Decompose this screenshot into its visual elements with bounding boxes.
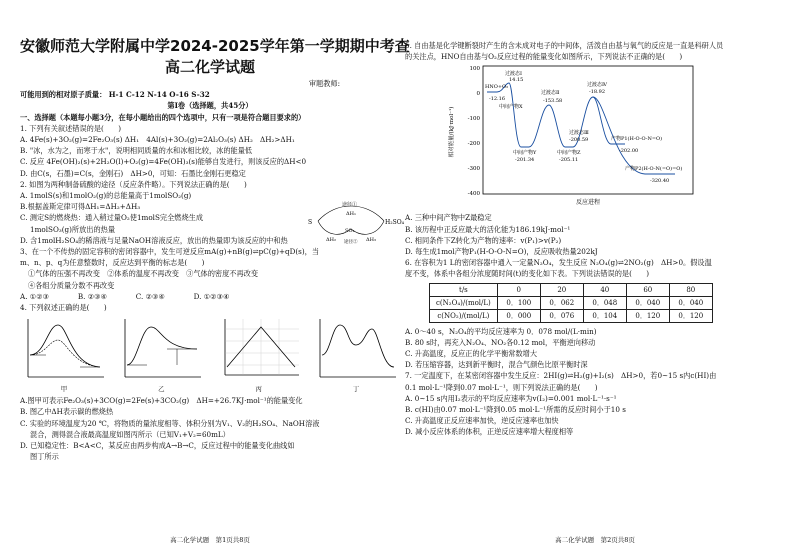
figure-jia-label: 甲 xyxy=(60,385,68,394)
figure-ding-label: 丁 xyxy=(352,385,360,394)
q6-stem-cont: 度不变，体系中各组分浓度随时间(t)的变化如下表。下列说法错误的是( ) xyxy=(405,269,650,279)
lbl-neg153: -153.58 xyxy=(543,98,563,105)
table-cell: 20 xyxy=(540,283,583,296)
lbl-z: 中间产物Z xyxy=(557,150,581,157)
q3-conditions-cont: ④各组分质量分数不再改变 xyxy=(28,280,115,290)
lbl-neg320: -320.40 xyxy=(650,178,670,185)
q5-option-d: D. 每生成1mol产物P₁(H-O-O-N=O)，反应吸收热量202kJ xyxy=(405,247,598,257)
q2-option-c-cont: 1molSO₃(g)所放出的热量 xyxy=(30,224,116,234)
exam-title: 安徽师范大学附属中学2024-2025学年第一学期期中考查 xyxy=(20,37,410,55)
ytick-neg200: -200 xyxy=(467,141,480,148)
figure-yi-label: 乙 xyxy=(158,385,165,394)
q1-option-d: D. 由C(s，石墨)=C(s，金刚石) ΔH>0，可知：石墨比金刚石更稳定 xyxy=(20,168,246,178)
lbl-neg202: -202.00 xyxy=(619,148,639,155)
lbl-ts4: 过渡态Ⅳ xyxy=(587,82,607,89)
part-heading: 第Ⅰ卷（选择题，共45分） xyxy=(167,101,253,111)
q4-option-b: B. 图乙中ΔH表示碳的燃烧热 xyxy=(20,407,114,417)
lbl-y: 中间产物Y xyxy=(513,150,537,157)
table-cell: 0．076 xyxy=(540,309,583,322)
cycle-path1: 途径① xyxy=(342,202,358,208)
q4-stem: 4. 下列叙述正确的是( ) xyxy=(20,303,107,313)
cycle-dh1: ΔH₁ xyxy=(346,211,356,217)
table-cell: 0．040 xyxy=(626,296,669,309)
q4-option-d-cont: 图丁所示 xyxy=(30,452,59,462)
q7-option-a: A. 0~15 s内用I₂表示的平均反应速率为v(I₂)=0.001 mol·L⁻¹·s⁻¹ xyxy=(405,393,617,403)
q1-option-a: A. 4Fe(s)+3O₂(g)=2Fe₂O₃(s) ΔH₁ 4Al(s)+3O₂(g)=2Al₂O₃(s) ΔH₂ ΔH₂>ΔH₁ xyxy=(20,135,295,145)
q3-conditions: ①气体的压强不再改变 ②体系的温度不再改变 ③气体的密度不再改变 xyxy=(28,269,259,279)
lbl-ts1: 过渡态Ⅰ xyxy=(505,71,522,78)
figure-yi xyxy=(117,315,205,393)
q4-figures xyxy=(20,315,400,393)
table-cell: 80 xyxy=(669,283,712,296)
q5-stem: 5. 自由基是化学键断裂时产生的含未成对电子的中间体，活泼自由基与氧气的反应是一直是科研人员 xyxy=(405,41,724,50)
table-cell: 0．120 xyxy=(669,309,712,322)
atomic-masses: 可能用到的相对原子质量： H-1 C-12 N-14 O-16 S-32 xyxy=(20,90,210,100)
q2-option-d: D. 含1molH₂SO₄的稀溶液与足量NaOH溶液反应，放出的热量即为该反应的中和热 xyxy=(20,235,288,245)
table-cell: 0．104 xyxy=(583,309,626,322)
left-page xyxy=(20,0,410,550)
q5-stem-cont: 的关注点，HNO自由基与O₂反应过程的能量变化如图所示，下列说法不正确的是( ) xyxy=(405,52,683,62)
lbl-neg205: -205.11 xyxy=(559,157,579,164)
lbl-p1: 产物P1(H-O-O-N=O) xyxy=(611,136,663,143)
table-cell: 0．120 xyxy=(626,309,669,322)
lbl-hno-o2: HNO+O₂ xyxy=(485,84,509,91)
q4-option-c-cont: 混合，测得混合液最高温度如图丙所示（已知V₁+V₂=60mL） xyxy=(30,429,230,439)
ytick-neg300: -300 xyxy=(467,166,480,173)
lbl-neg201: -201.34 xyxy=(515,157,535,164)
table-cell: 0．048 xyxy=(583,296,626,309)
cycle-path2: 途径② xyxy=(344,240,358,245)
cycle-dh2: ΔH₂ xyxy=(326,237,336,243)
table-cell: 60 xyxy=(626,283,669,296)
lbl-x: 中间产物X xyxy=(499,104,523,111)
q1-option-b: B. "冰，水为之，而寒于水"，说明相同质量的水和冰相比较，冰的能量低 xyxy=(20,146,253,156)
exam-subtitle: 高二化学试题 xyxy=(164,58,255,76)
q6-option-b: B. 80 s时，再充入N₂O₄、NO₂各0.12 mol，平衡逆向移动 xyxy=(405,337,596,347)
q6-option-a: A. 0～40 s，N₂O₄的平均反应速率为 0．078 mol/(L·min) xyxy=(405,326,597,336)
ytick-0: 0 xyxy=(476,91,480,98)
sulfuric-acid-route-diagram xyxy=(306,199,405,245)
lbl-p2: 产物P2(H-O-N(=O)=O) xyxy=(625,166,683,173)
q7-option-d: D. 减小反应体系的体积，正逆反应速率增大程度相等 xyxy=(405,427,574,437)
q3-stem: 3、在一个不传热的固定容积的密闭容器中，发生可逆反应mA(g)+nB(g)⇌pC(g)+qD(s)，当 xyxy=(20,247,320,257)
q2-stem: 2. 如图为两种制备硫酸的途径（反应条件略）。下列说法正确的是( ) xyxy=(20,179,247,189)
ytick-100: 100 xyxy=(469,66,480,73)
lbl-ts2: 过渡态Ⅱ xyxy=(541,90,560,97)
q7-option-c: C. 升高温度正反应速率加快，逆反应速率也加快 xyxy=(405,416,559,426)
q4-option-c: C. 实验的环境温度为20 ℃，将物质的量浓度相等、体积分别为V₁、V₂的H₂SO₄、NaOH溶液 xyxy=(20,418,320,428)
table-row xyxy=(430,296,713,309)
q4-option-a: A.图甲可表示Fe₂O₃(s)+3CO(g)=2Fe(s)+3CO₂(g) ΔH=+26.7KJ·mol⁻¹的能量变化 xyxy=(20,396,303,406)
table-cell: 40 xyxy=(583,283,626,296)
q2-option-a: A. 1molS(s)和1molO₂(g)的总能量高于1molSO₂(g) xyxy=(20,191,192,201)
q5-option-a: A. 三种中间产物中Z最稳定 xyxy=(405,213,492,223)
q2-option-b: B.根据盖斯定律可得ΔH₁=ΔH₂+ΔH₃ xyxy=(20,202,141,212)
table-cell: 0．062 xyxy=(540,296,583,309)
q3-choices: A. ①②③ B. ②③④ C. ②③④ D. ①②③④ xyxy=(20,291,230,301)
cycle-s: S xyxy=(308,219,313,226)
ytick-neg400: -400 xyxy=(467,191,480,198)
q6-stem: 6. 在容积为1 L的密闭容器中通入一定量N₂O₄，发生反应 N₂O₄(g)⇌2NO₂(g) ΔH>0。假设温 xyxy=(405,258,712,268)
cycle-so2: SO₂ xyxy=(345,228,355,234)
q6-option-d: D. 若压缩容器，达到新平衡时，混合气颜色比原平衡时深 xyxy=(405,360,588,370)
table-cell: 0 xyxy=(497,283,540,296)
lbl-ts3: 过渡态Ⅲ xyxy=(569,130,589,137)
section-heading: 一、选择题（本题每小题3分，在每小题给出的四个选项中，只有一项是符合题目要求的） xyxy=(20,112,306,122)
table-cell: t/s xyxy=(430,283,498,296)
q5-option-c: C. 相同条件下Z转化为产物的速率：v(P₁)>v(P₂) xyxy=(405,235,562,245)
energy-profile-chart xyxy=(445,62,705,212)
table-cell: c(NO₂)/(mol/L) xyxy=(430,309,498,322)
right-page xyxy=(405,0,785,550)
reviewer-line: 审题教师: xyxy=(308,79,340,88)
lbl-neg200-59: -200.59 xyxy=(569,137,589,144)
ytick-neg100: -100 xyxy=(467,116,480,123)
table-row xyxy=(430,309,713,322)
q3-stem-cont: m、n、p、q为任意整数时，反应达到平衡的标志是( ) xyxy=(20,258,205,268)
table-cell: 0．100 xyxy=(497,296,540,309)
q6-option-c: C. 升高温度，反应正的化学平衡常数增大 xyxy=(405,349,538,359)
right-footer: 高二化学试题 第2页共8页 xyxy=(555,536,635,544)
figure-ding xyxy=(312,315,400,393)
figure-bing-label: 丙 xyxy=(255,385,262,394)
concentration-table xyxy=(429,283,713,323)
q7-option-b: B. c(HI)由0.07 mol·L⁻¹降到0.05 mol·L⁻¹所需的反应时间小于10 s xyxy=(405,405,626,415)
left-footer: 高二化学试题 第1页共8页 xyxy=(170,536,250,544)
q1-stem: 1. 下列有关叙述错误的是( ) xyxy=(20,123,122,133)
lbl-neg12: -12.16 xyxy=(489,96,506,103)
q7-stem-cont: 0.1 mol·L⁻¹降到0.07 mol·L⁻¹，则下列说法正确的是( ) xyxy=(405,382,598,392)
lbl-14: 14.15 xyxy=(509,77,524,84)
q2-option-c: C. 测定S的燃烧热：通入稍过量O₂使1molS完全燃烧生成 xyxy=(20,213,204,223)
lbl-neg18: -18.92 xyxy=(589,89,606,96)
table-cell: 0．000 xyxy=(497,309,540,322)
figure-bing xyxy=(215,315,303,393)
q7-stem: 7. 一定温度下，在某密闭容器中发生反应：2HI(g)⇌H₂(g)+I₂(s) ΔH>0，若0~15 s内c(HI)由 xyxy=(405,371,717,381)
y-axis-label: 相对能量/(kJ·mol⁻¹) xyxy=(449,106,455,158)
q5-option-b: B. 该历程中正反应最大的活化能为186.19kJ·mol⁻¹ xyxy=(405,224,571,234)
x-axis-label: 反应进程 xyxy=(575,199,601,207)
q1-option-c: C. 反应 4Fe(OH)₂(s)+2H₂O(l)+O₂(g)=4Fe(OH)₃(s)能够自发进行，则该反应的ΔH<0 xyxy=(20,157,307,167)
table-header-row xyxy=(430,283,713,296)
q4-option-d: D. 已知稳定性：B<A<C，某反应由两步构成A→B→C，反应过程中的能量变化曲线如 xyxy=(20,441,295,451)
cycle-dh3: ΔH₃ xyxy=(366,237,376,243)
table-cell: c(N₂O₄)/(mol/L) xyxy=(430,296,498,309)
cycle-h2so4: H₂SO₄ xyxy=(385,219,405,226)
figure-jia xyxy=(20,315,108,393)
table-cell: 0．040 xyxy=(669,296,712,309)
